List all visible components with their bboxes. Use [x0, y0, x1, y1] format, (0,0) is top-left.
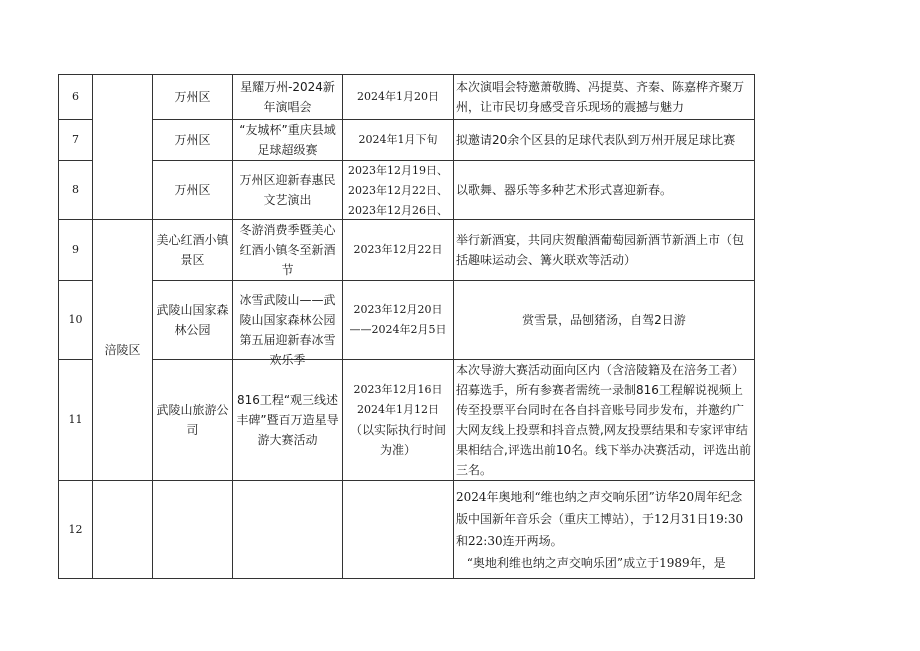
description-cell: 以歌舞、器乐等多种艺术形式喜迎新春。 [454, 161, 755, 220]
organizer-cell: 万州区 [153, 161, 233, 220]
date-line: 2023年12月19日、 [348, 164, 448, 177]
event-name-cell: 万州区迎新春惠民文艺演出 [233, 161, 343, 220]
event-name-cell: 816工程“观三线述丰碑”暨百万造星导游大赛活动 [233, 360, 343, 481]
district-cell: 涪陵区 [93, 220, 153, 481]
organizer-cell: 美心红酒小镇景区 [153, 220, 233, 281]
date-line: 2024年1月下旬 [358, 133, 438, 146]
date-line: 2023年12月22日 [353, 243, 443, 256]
row-number: 7 [59, 120, 93, 161]
date-cell [343, 161, 454, 220]
row-number: 11 [59, 360, 93, 481]
row-number: 6 [59, 75, 93, 120]
description-paragraph: 2024年奥地利“维也纳之声交响乐团”访华20周年纪念版中国新年音乐会（重庆工博站），于12月31日19:30和22:30连开两场。 [456, 489, 744, 548]
description-cell: 举行新酒宴，共同庆贺酿酒葡萄园新酒节新酒上市（包括趣味运动会、篝火联欢等活动） [454, 220, 755, 281]
row-number: 10 [59, 281, 93, 360]
date-line: ——2024年2月5日 [349, 323, 447, 336]
row-number: 9 [59, 220, 93, 281]
description-cell: 赏雪景，品刨猪汤，自驾2日游 [454, 281, 755, 360]
date-line: 2024年1月12日 [357, 403, 439, 416]
date-line: 2023年12月16日 [353, 383, 443, 396]
events-table [58, 74, 755, 579]
organizer-cell: 万州区 [153, 75, 233, 120]
organizer-cell: 武陵山国家森林公园 [153, 281, 233, 360]
date-line: 2023年12月20日 [353, 303, 443, 316]
event-name-cell: 冬游消费季暨美心红酒小镇冬至新酒节 [233, 220, 343, 281]
date-cell [343, 120, 454, 161]
date-line: （以实际执行时间为准） [349, 423, 446, 457]
organizer-cell: 武陵山旅游公司 [153, 360, 233, 481]
table-row [59, 161, 755, 220]
table-row [59, 220, 755, 281]
description-cell: 本次演唱会特邀萧敬腾、冯提莫、齐秦、陈嘉桦齐聚万州，让市民切身感受音乐现场的震撼与魅力 [454, 75, 755, 120]
event-name-text: 冰雪武陵山——武陵山国家森林公园第五届迎新春冰雪欢乐季 [239, 293, 336, 367]
date-line: 2023年12月26日、 [348, 204, 448, 217]
description-cell: 本次导游大赛活动面向区内（含涪陵籍及在涪务工者）招募选手，所有参赛者需统一录制816工程解说视频上传至投票平台同时在各自抖音账号同步发布，并邀约广大网友线上投票和抖音点赞,网友投票结果和专家评审结果相结合,评选出前10名。线下举办决赛活动，评选出前三名。 [454, 360, 755, 481]
date-line: 2024年1月20日 [357, 90, 439, 103]
date-line: 2023年12月22日、 [348, 184, 448, 197]
row-number: 12 [59, 481, 93, 579]
table-row [59, 120, 755, 161]
table-row [59, 75, 755, 120]
event-name-cell: “友城杯”重庆县域足球超级赛 [233, 120, 343, 161]
event-name-cell [233, 481, 343, 579]
date-cell [343, 220, 454, 281]
date-cell [343, 75, 454, 120]
date-cell [343, 360, 454, 481]
row-number: 8 [59, 161, 93, 220]
description-cell: 拟邀请20余个区县的足球代表队到万州开展足球比赛 [454, 120, 755, 161]
date-cell [343, 281, 454, 360]
organizer-cell [153, 481, 233, 579]
organizer-cell: 万州区 [153, 120, 233, 161]
district-cell [93, 75, 153, 220]
event-name-cell [233, 281, 343, 367]
table-row [59, 281, 755, 360]
table-row [59, 481, 755, 579]
table-row [59, 360, 755, 481]
description-cell [454, 481, 755, 579]
date-cell [343, 481, 454, 579]
district-cell [93, 481, 153, 579]
description-paragraph: “奥地利维也纳之声交响乐团”成立于1989年，是 [466, 555, 726, 570]
event-name-cell: 星耀万州-2024新年演唱会 [233, 75, 343, 120]
